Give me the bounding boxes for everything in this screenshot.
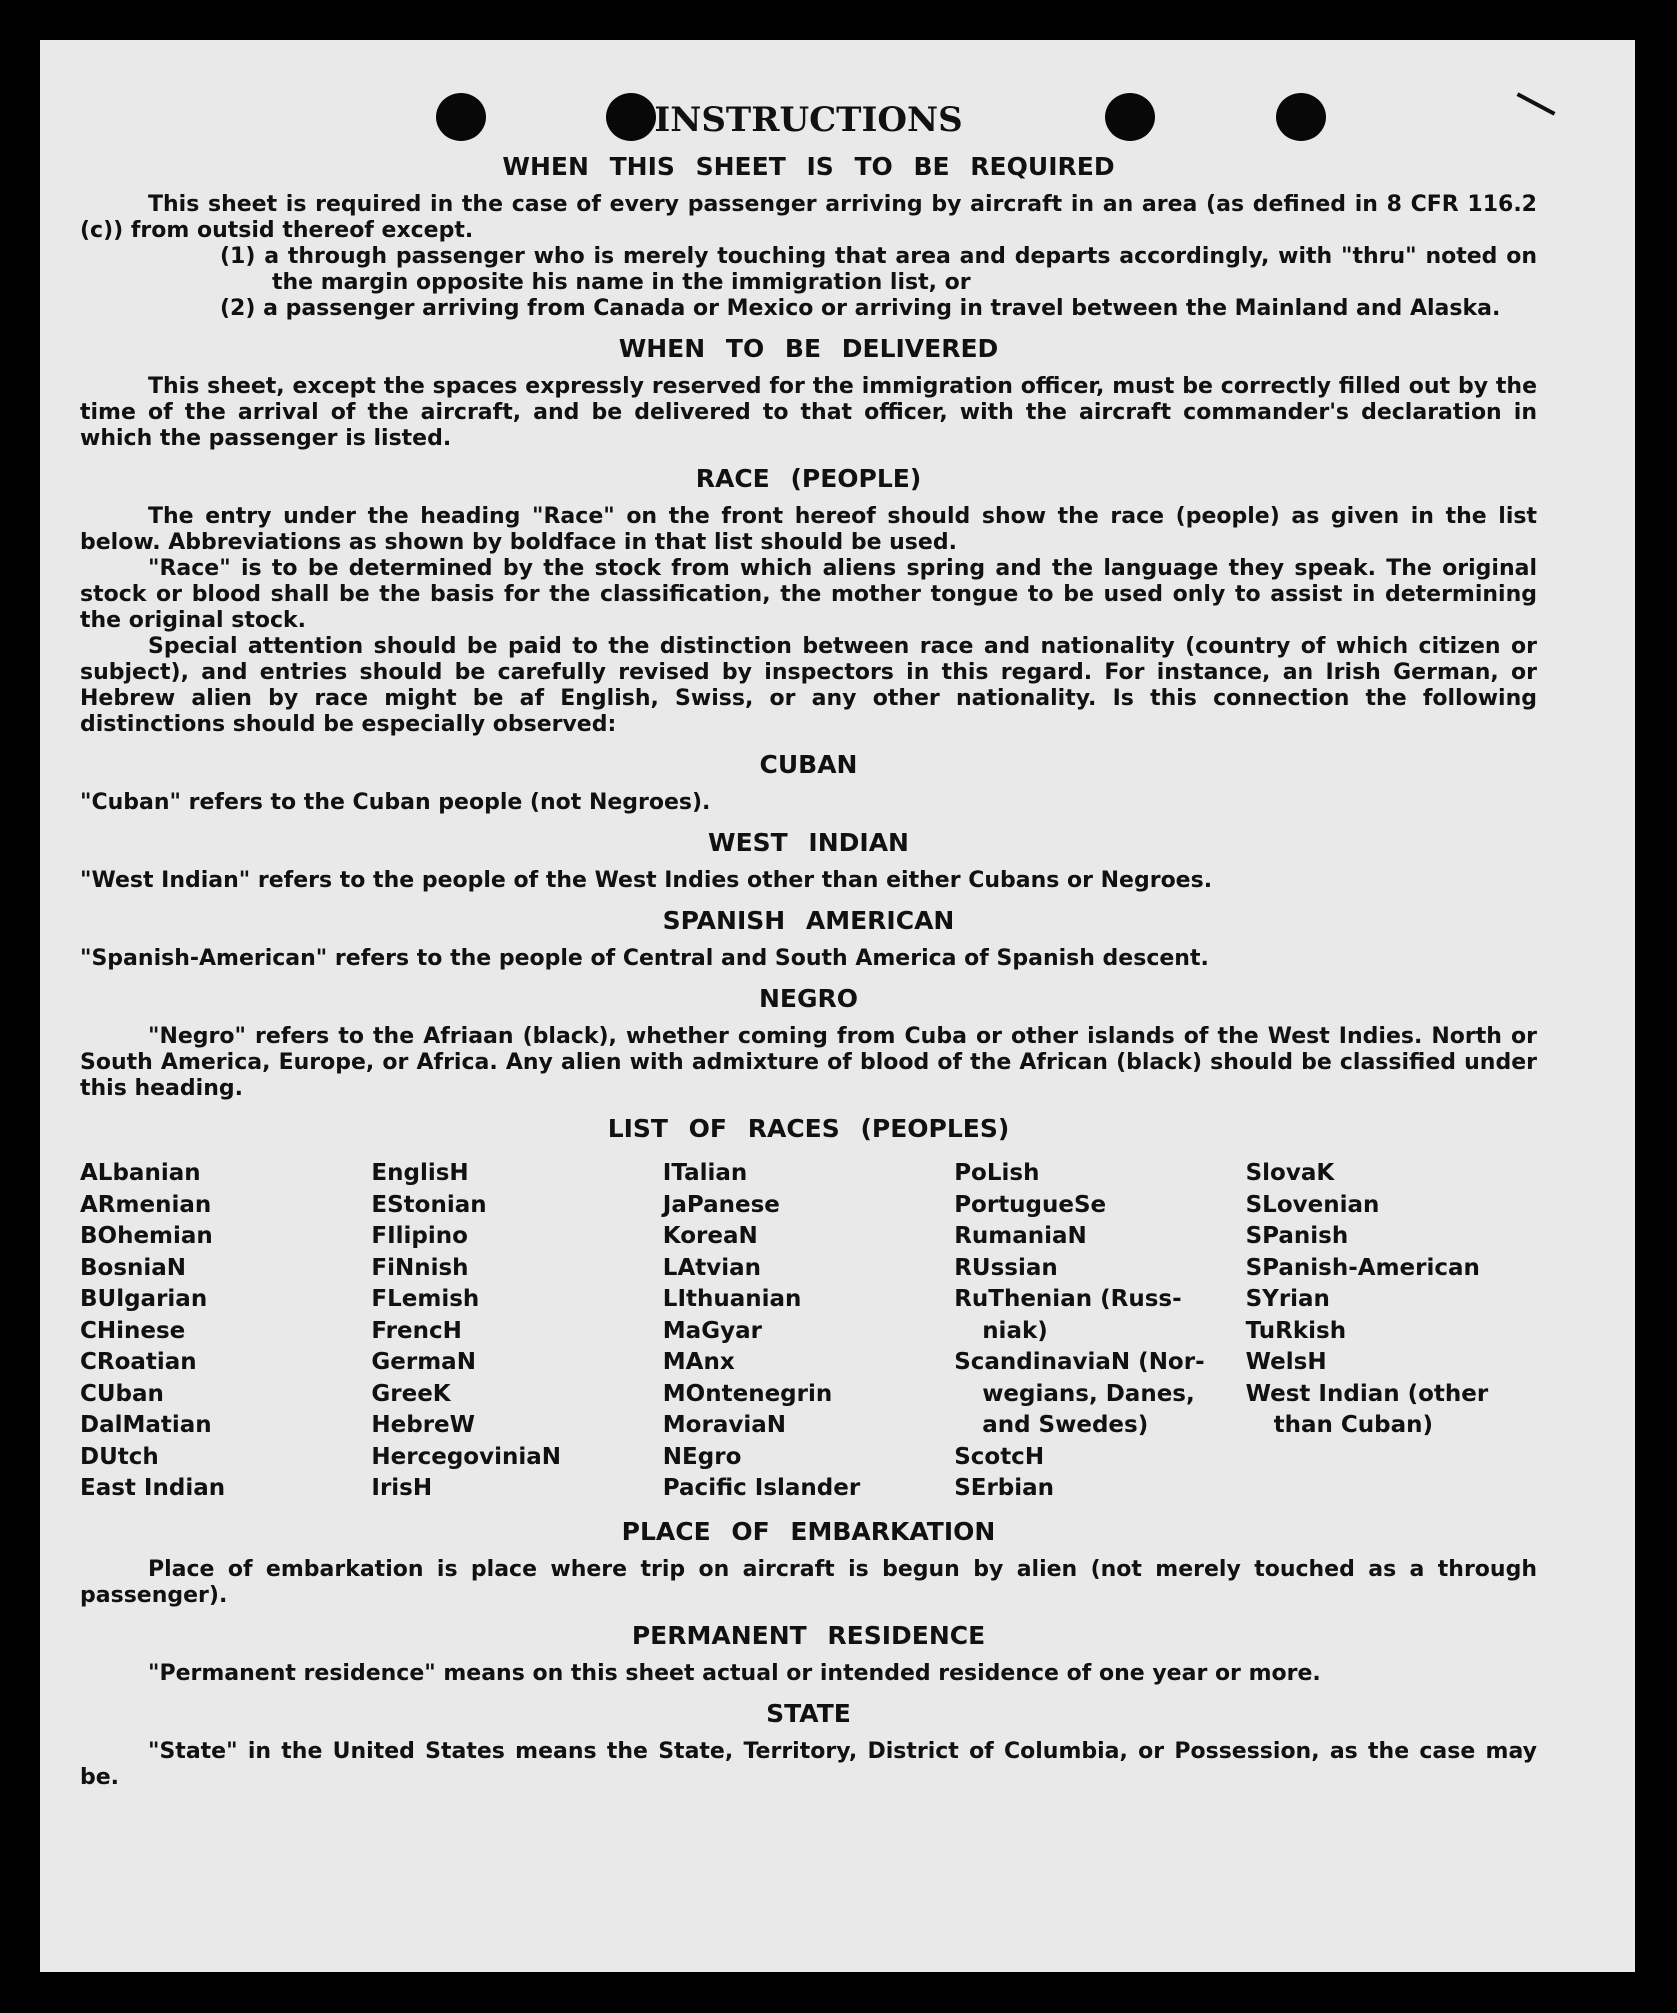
section-heading-state: STATE (766, 1698, 851, 1728)
race-entry: Pacific Islander (662, 1475, 861, 1501)
race-entry: LIthuanian (662, 1286, 802, 1312)
negro-text: "Negro" refers to the Afriaan (black), whether coming from Cuba or other islands of the West Indies. North or South America, Europe, or Africa. Any alien with admixture of blood of the African (black) should be classified under this heading. (80, 1024, 1537, 1101)
race-entry: ScotcH (954, 1443, 1045, 1470)
race-entry: NEgro (662, 1443, 742, 1470)
race-entry: IrisH (371, 1475, 433, 1501)
race-entry: HercegoviniaN (371, 1443, 561, 1470)
race-entry: SErbian (954, 1475, 1055, 1501)
race-entry: ScandinaviaN (Nor- (954, 1349, 1205, 1375)
race-entry: ARmenian (80, 1191, 212, 1218)
race-entry: CUban (80, 1380, 164, 1407)
embarkation-text: Place of embarkation is place where trip on aircraft is begun by alien (not merely touched as a through passenger). (80, 1556, 1537, 1608)
section-heading-west-indian: WEST INDIAN (708, 828, 909, 857)
race-paragraph-2: "Race" is to be determined by the stock from which aliens spring and the language they speak. The original stock or blood shall be the basis for the classification, the mother tongue to be used only to assist in determining the original stock. (80, 556, 1537, 633)
race-entry: SLovenian (1245, 1191, 1380, 1218)
race-entry: GreeK (371, 1380, 451, 1407)
race-entry: JaPanese (662, 1191, 780, 1218)
race-entry: FiNnish (371, 1254, 469, 1281)
race-entry: LAtvian (662, 1254, 762, 1281)
section-heading-cuban: CUBAN (759, 750, 858, 779)
section-heading-embarkation: PLACE OF EMBARKATION (621, 1516, 996, 1546)
races-column-5 (1246, 1158, 1537, 1505)
section-heading-negro: NEGRO (758, 984, 859, 1013)
race-entry: SPanish-American (1245, 1254, 1480, 1281)
race-entry-continuation: than Cuban) (1273, 1412, 1433, 1438)
race-entry: ALbanian (80, 1160, 201, 1186)
when-required-intro: This sheet is required in the case of every passenger arriving by aircraft in an area (as defined in 8 CFR 116.2 (c)) from outsid thereof except. (80, 192, 1537, 243)
race-entry: BOhemian (80, 1223, 213, 1249)
races-column-2 (371, 1158, 662, 1505)
race-entry: SPanish (1245, 1223, 1349, 1249)
race-entry-continuation: niak) (982, 1317, 1048, 1344)
race-entry: BosniaN (80, 1254, 187, 1281)
race-entry: EStonian (371, 1191, 487, 1218)
race-entry: KoreaN (662, 1223, 758, 1249)
race-entry: FIlipino (371, 1223, 468, 1249)
race-entry: FrencH (371, 1317, 462, 1344)
races-column-1 (80, 1158, 371, 1505)
race-entry: MoraviaN (662, 1412, 786, 1438)
state-text: "State" in the United States means the State, Territory, District of Columbia, or Possession, as the case may be. (80, 1738, 1537, 1790)
race-entry: EnglisH (371, 1160, 469, 1186)
race-entry: PortugueSe (954, 1191, 1107, 1218)
races-list (80, 1158, 1537, 1505)
race-entry: CRoatian (80, 1349, 197, 1375)
when-delivered-text: This sheet, except the spaces expressly reserved for the immigration officer, must be correctly filled out by the time of the arrival of the aircraft, and be delivered to that officer, with the aircraft commander's declaration in which the passenger is listed. (80, 374, 1537, 451)
race-entry: ITalian (662, 1160, 748, 1186)
west-indian-text: "West Indian" refers to the people of the West Indies other than either Cubans or Negroes. (80, 868, 1213, 893)
race-entry: DUtch (80, 1443, 159, 1470)
race-entry: RumaniaN (954, 1223, 1087, 1249)
section-heading-spanish-american: SPANISH AMERICAN (662, 906, 955, 935)
race-entry: RuThenian (Russ- (954, 1286, 1182, 1312)
race-entry: BUlgarian (80, 1286, 208, 1312)
race-entry: MOntenegrin (662, 1380, 833, 1407)
race-entry: WelsH (1245, 1349, 1327, 1375)
races-column-4 (954, 1158, 1245, 1505)
section-heading-when-delivered: WHEN TO BE DELIVERED (618, 334, 999, 363)
race-entry: SlovaK (1245, 1160, 1335, 1186)
race-entry: PoLish (954, 1160, 1040, 1186)
section-heading-race: RACE (PEOPLE) (695, 464, 922, 493)
section-heading-permanent-residence: PERMANENT RESIDENCE (631, 1620, 986, 1650)
race-entry: East Indian (80, 1475, 226, 1501)
races-column-3 (663, 1158, 954, 1505)
race-entry: MAnx (662, 1349, 735, 1375)
permanent-residence-text: "Permanent residence" means on this sheet actual or intended residence of one year or more. (148, 1660, 1321, 1686)
race-entry: FLemish (371, 1286, 480, 1312)
when-required-item-2: (2) a passenger arriving from Canada or Mexico or arriving in travel between the Mainland and Alaska. (220, 296, 1501, 321)
race-entry: West Indian (other (1245, 1380, 1489, 1407)
race-entry-continuation: wegians, Danes, (982, 1380, 1195, 1407)
race-entry-continuation: and Swedes) (982, 1412, 1149, 1438)
race-paragraph-1: The entry under the heading "Race" on the front hereof should show the race (people) as given in the list below. Abbreviations as shown by boldface in that list should be used. (80, 504, 1537, 555)
race-entry: TuRkish (1245, 1317, 1347, 1344)
section-heading-list-of-races: LIST OF RACES (PEOPLES) (607, 1114, 1010, 1143)
race-entry: HebreW (371, 1412, 476, 1438)
section-heading-when-required: WHEN THIS SHEET IS TO BE REQUIRED (502, 152, 1115, 181)
race-entry: MaGyar (662, 1317, 762, 1344)
race-entry: SYrian (1245, 1286, 1330, 1312)
cuban-text: "Cuban" refers to the Cuban people (not Negroes). (80, 790, 711, 815)
page-title: INSTRUCTIONS (654, 100, 963, 140)
race-entry: RUssian (954, 1254, 1058, 1281)
race-entry: DalMatian (80, 1412, 212, 1438)
race-paragraph-3: Special attention should be paid to the distinction between race and nationality (country of which citizen or subject), and entries should be carefully revised by inspectors in this regard. For instance, an Irish German, or Hebrew alien by race might be af English, Swiss, or any other nationality. Is this connection the following distinctions should be especially observed: (80, 634, 1537, 737)
spanish-american-text: "Spanish-American" refers to the people of Central and South America of Spanish descent. (80, 946, 1209, 971)
race-entry: CHinese (80, 1317, 186, 1344)
when-required-item-1: (1) a through passenger who is merely touching that area and departs accordingly, with "thru" noted on the margin opposite his name in the immigration list, or (220, 244, 1537, 295)
instructions-body (80, 100, 1537, 1791)
race-entry: GermaN (371, 1349, 476, 1375)
